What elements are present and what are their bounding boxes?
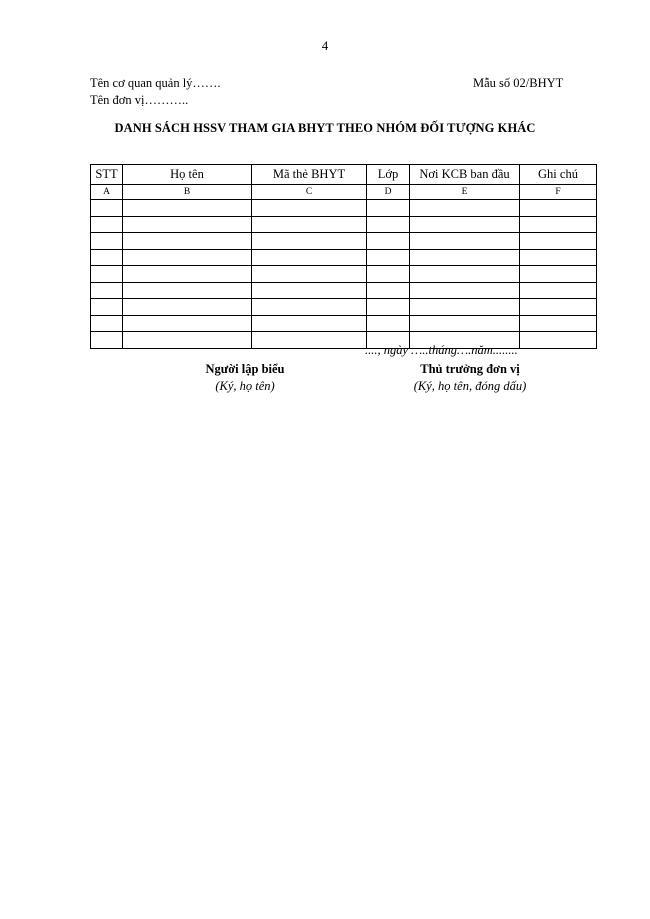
letter-cell-d: D bbox=[367, 185, 410, 200]
header-row-1 bbox=[90, 75, 564, 92]
table-cell-ghichu[interactable] bbox=[520, 315, 597, 332]
letter-cell-e: E bbox=[410, 185, 520, 200]
table-cell-ghichu[interactable] bbox=[520, 249, 597, 266]
column-header-ghi-chu: Ghi chú bbox=[520, 165, 597, 185]
table-cell-noikcb[interactable] bbox=[410, 216, 520, 233]
signature-date-line: ...., ngày …..tháng….năm........ bbox=[365, 343, 518, 357]
column-header-hoten: Họ tên bbox=[123, 165, 252, 185]
table-cell-hoten[interactable] bbox=[123, 315, 252, 332]
table-cell-noikcb[interactable] bbox=[410, 282, 520, 299]
table-cell-mathe[interactable] bbox=[252, 266, 367, 283]
table-row[interactable] bbox=[91, 249, 597, 266]
header-row-2 bbox=[90, 92, 560, 109]
table-cell-hoten[interactable] bbox=[123, 216, 252, 233]
table-cell-ghichu[interactable] bbox=[520, 200, 597, 217]
table-cell-lop[interactable] bbox=[367, 282, 410, 299]
table-cell-lop[interactable] bbox=[367, 216, 410, 233]
table-cell-mathe[interactable] bbox=[252, 299, 367, 316]
table-header bbox=[91, 165, 597, 185]
table-cell-ghichu[interactable] bbox=[520, 332, 597, 349]
table-cell-noikcb[interactable] bbox=[410, 315, 520, 332]
table-cell-ghichu[interactable] bbox=[520, 216, 597, 233]
letter-cell-a: A bbox=[91, 185, 123, 200]
table-cell-ghichu[interactable] bbox=[520, 299, 597, 316]
table-cell-hoten[interactable] bbox=[123, 282, 252, 299]
table-row[interactable] bbox=[91, 233, 597, 250]
table-cell-noikcb[interactable] bbox=[410, 200, 520, 217]
table-row[interactable] bbox=[91, 266, 597, 283]
table-row[interactable] bbox=[91, 299, 597, 316]
table-cell-hoten[interactable] bbox=[123, 299, 252, 316]
table-cell-lop[interactable] bbox=[367, 266, 410, 283]
table-cell-mathe[interactable] bbox=[252, 315, 367, 332]
table-cell-mathe[interactable] bbox=[252, 332, 367, 349]
column-header-mathe-bhyt: Mã thẻ BHYT bbox=[252, 165, 367, 185]
table-cell-ghichu[interactable] bbox=[520, 266, 597, 283]
table-cell-lop[interactable] bbox=[367, 200, 410, 217]
table-cell-stt[interactable] bbox=[91, 315, 123, 332]
preparer-note-label: (Ký, họ tên) bbox=[215, 379, 275, 393]
table-cell-ghichu[interactable] bbox=[520, 233, 597, 250]
table-row[interactable] bbox=[91, 282, 597, 299]
table-cell-stt[interactable] bbox=[91, 233, 123, 250]
table-cell-lop[interactable] bbox=[367, 299, 410, 316]
table-row[interactable] bbox=[91, 200, 597, 217]
unit-name-label: Tên đơn vị……….. bbox=[90, 93, 189, 107]
table-cell-noikcb[interactable] bbox=[410, 249, 520, 266]
table-cell-lop[interactable] bbox=[367, 233, 410, 250]
table-cell-hoten[interactable] bbox=[123, 200, 252, 217]
table-cell-noikcb[interactable] bbox=[410, 266, 520, 283]
table-cell-mathe[interactable] bbox=[252, 200, 367, 217]
table-letter-row bbox=[91, 185, 597, 200]
table-row[interactable] bbox=[91, 332, 597, 349]
table-cell-hoten[interactable] bbox=[123, 249, 252, 266]
table-cell-stt[interactable] bbox=[91, 299, 123, 316]
head-role-label: Thủ trưởng đơn vị bbox=[420, 362, 520, 376]
table-cell-hoten[interactable] bbox=[123, 233, 252, 250]
table-cell-stt[interactable] bbox=[91, 332, 123, 349]
table-row[interactable] bbox=[91, 315, 597, 332]
document-header bbox=[90, 75, 564, 109]
signature-head-of-unit bbox=[380, 361, 560, 395]
signature-preparer bbox=[165, 361, 325, 395]
letter-cell-b: B bbox=[123, 185, 252, 200]
page-number: 4 bbox=[321, 38, 329, 53]
table-row[interactable] bbox=[91, 216, 597, 233]
page-title: DANH SÁCH HSSV THAM GIA BHYT THEO NHÓM ĐỐI TƯỢNG KHÁC bbox=[114, 121, 536, 135]
table-cell-ghichu[interactable] bbox=[520, 282, 597, 299]
table-header-row bbox=[91, 165, 597, 185]
managing-agency-label: Tên cơ quan quản lý……. bbox=[90, 76, 221, 90]
table-cell-stt[interactable] bbox=[91, 266, 123, 283]
table-cell-lop[interactable] bbox=[367, 249, 410, 266]
table-cell-mathe[interactable] bbox=[252, 249, 367, 266]
table-cell-mathe[interactable] bbox=[252, 282, 367, 299]
form-code-label: Mẫu số 02/BHYT bbox=[473, 76, 564, 90]
column-header-lop: Lớp bbox=[367, 165, 410, 185]
table-cell-hoten[interactable] bbox=[123, 266, 252, 283]
column-header-stt: STT bbox=[91, 165, 123, 185]
table-cell-stt[interactable] bbox=[91, 200, 123, 217]
table-cell-noikcb[interactable] bbox=[410, 233, 520, 250]
preparer-role-label: Người lập biểu bbox=[205, 362, 285, 376]
letter-cell-c: C bbox=[252, 185, 367, 200]
table-cell-mathe[interactable] bbox=[252, 216, 367, 233]
column-header-noi-kcb: Nơi KCB ban đầu bbox=[410, 165, 520, 185]
table-cell-stt[interactable] bbox=[91, 282, 123, 299]
head-note-label: (Ký, họ tên, đóng dấu) bbox=[413, 379, 527, 393]
table-body bbox=[91, 185, 597, 349]
letter-cell-f: F bbox=[520, 185, 597, 200]
table-cell-stt[interactable] bbox=[91, 249, 123, 266]
table-cell-lop[interactable] bbox=[367, 315, 410, 332]
table-cell-hoten[interactable] bbox=[123, 332, 252, 349]
table-cell-noikcb[interactable] bbox=[410, 299, 520, 316]
student-insurance-table bbox=[90, 164, 597, 349]
table-cell-stt[interactable] bbox=[91, 216, 123, 233]
table-cell-mathe[interactable] bbox=[252, 233, 367, 250]
